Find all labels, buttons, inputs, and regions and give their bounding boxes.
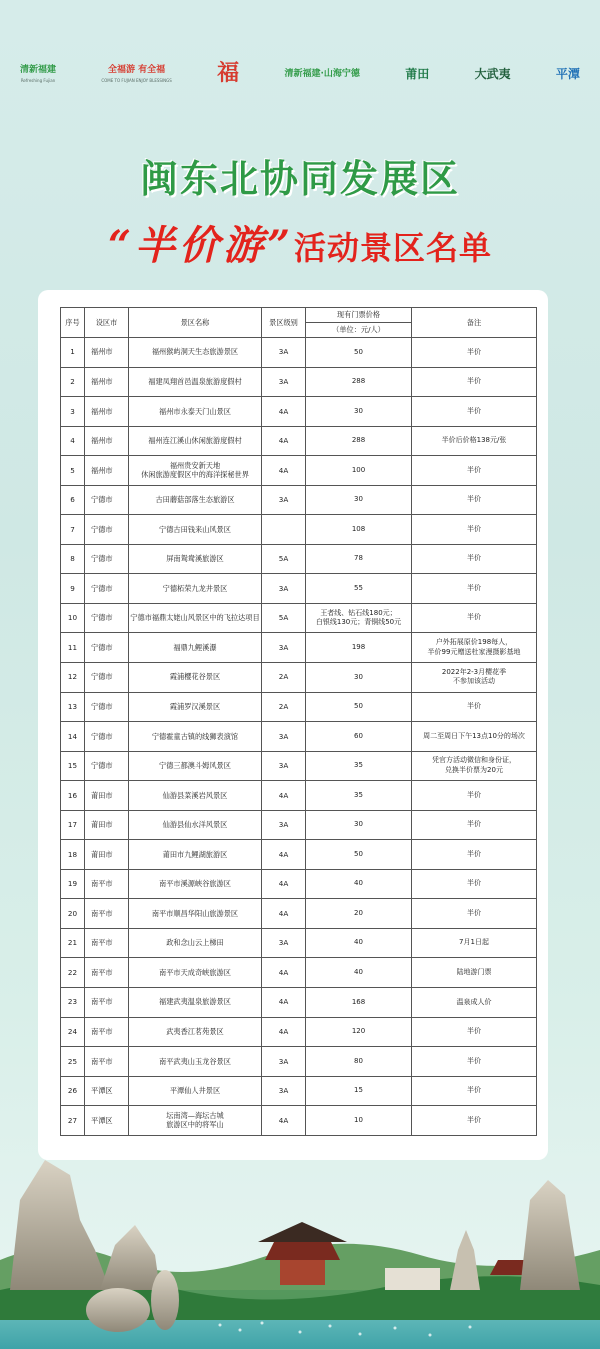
table-row [61,751,537,781]
cell-city: 南平市 [85,928,129,958]
table-row [61,810,537,840]
cell-city: 莆田市 [85,810,129,840]
cell-price: 35 [306,781,412,811]
cell-index: 8 [61,544,85,574]
cell-city: 平潭区 [85,1106,129,1136]
table-row [61,574,537,604]
cell-price: 78 [306,544,412,574]
cell-level: 3A [262,485,306,515]
cell-name: 南平市顺昌华阳山旅游景区 [129,899,262,929]
cell-index: 20 [61,899,85,929]
cell-level: 4A [262,456,306,486]
cell-name: 霞浦罗汉溪景区 [129,692,262,722]
cell-city: 宁德市 [85,603,129,633]
cell-level: 4A [262,869,306,899]
cell-price: 15 [306,1076,412,1106]
cell-city: 南平市 [85,1047,129,1077]
table-row [61,781,537,811]
table-row [61,633,537,663]
cell-note: 半价 [412,338,537,368]
logo-text: 大武夷 [474,66,511,81]
cell-price: 40 [306,928,412,958]
cell-city: 宁德市 [85,751,129,781]
cell-price: 60 [306,722,412,752]
cell-index: 14 [61,722,85,752]
cell-city: 宁德市 [85,515,129,545]
cell-city: 南平市 [85,869,129,899]
table-row [61,603,537,633]
cell-city: 南平市 [85,988,129,1018]
cell-price: 100 [306,456,412,486]
logo-subtitle: Refreshing Fujian [20,77,56,83]
cell-city: 福州市 [85,426,129,456]
cell-index: 6 [61,485,85,515]
header-level: 景区级别 [262,308,306,338]
cell-note: 半价后价格138元/张 [412,426,537,456]
cell-city: 宁德市 [85,633,129,663]
cell-name: 福州连江溪山休闲旅游度假村 [129,426,262,456]
cell-name: 莆田市九鲤湖旅游区 [129,840,262,870]
cell-price: 20 [306,899,412,929]
logo-bar [20,52,580,96]
cell-name: 仙游县菜溪岩风景区 [129,781,262,811]
cell-price: 80 [306,1047,412,1077]
cell-index: 17 [61,810,85,840]
cell-index: 3 [61,397,85,427]
scenic-list-table [60,307,537,1136]
cell-level: 3A [262,1076,306,1106]
cell-price: 50 [306,692,412,722]
cell-index: 19 [61,869,85,899]
cell-city: 福州市 [85,338,129,368]
cell-price: 30 [306,810,412,840]
cell-level: 4A [262,781,306,811]
cell-level: 4A [262,397,306,427]
cell-note: 半价 [412,781,537,811]
title-rest: 活动景区名单 [294,229,493,267]
header-index: 序号 [61,308,85,338]
cell-level: 5A [262,544,306,574]
cell-index: 16 [61,781,85,811]
logo-5 [405,52,429,96]
cell-name: 坛南湾—海坛古城 旅游区中的将军山 [129,1106,262,1136]
cell-note: 半价 [412,1076,537,1106]
cell-level: 3A [262,1047,306,1077]
cell-price: 168 [306,988,412,1018]
cell-level: 3A [262,574,306,604]
cell-level: 3A [262,338,306,368]
logo-6 [475,52,511,96]
cell-note: 温泉成人价 [412,988,537,1018]
cell-level: 4A [262,1106,306,1136]
cell-level: 3A [262,367,306,397]
table-row [61,544,537,574]
cell-name: 福州市永泰天门山景区 [129,397,262,427]
cell-index: 12 [61,663,85,693]
logo-subtitle: COME TO FUJIAN ENJOY BLESSINGS [101,77,172,83]
logo-text: 清新福建 [20,65,57,76]
header-price: 现有门票价格 [306,308,412,323]
cell-name: 宁德古田钱来山风景区 [129,515,262,545]
table-row [61,928,537,958]
cell-note: 半价 [412,544,537,574]
cell-name: 南平市天成奇峡旅游区 [129,958,262,988]
cell-note: 凭官方活动微信和身份证， 兑换半价票为20元 [412,751,537,781]
header-name: 景区名称 [129,308,262,338]
title-emphasis: “半价游” [107,222,294,269]
table-row [61,456,537,486]
table-row [61,692,537,722]
cell-note: 陆地游门票 [412,958,537,988]
table-row [61,722,537,752]
cell-note: 半价 [412,840,537,870]
cell-price: 120 [306,1017,412,1047]
cell-name: 福建武夷温泉旅游景区 [129,988,262,1018]
cell-price: 288 [306,367,412,397]
cell-index: 2 [61,367,85,397]
cell-note: 半价 [412,456,537,486]
cell-name: 南平武夷山玉龙谷景区 [129,1047,262,1077]
table-row [61,426,537,456]
cell-city: 宁德市 [85,692,129,722]
scenery-illustration [0,1140,600,1349]
table-row [61,367,537,397]
cell-note: 2022年2-3月樱花季 不参加该活动 [412,663,537,693]
cell-name: 南平市溪源峡谷旅游区 [129,869,262,899]
cell-level: 4A [262,840,306,870]
cell-price: 288 [306,426,412,456]
cell-name: 古田蘑菇部落生态旅游区 [129,485,262,515]
cell-level: 4A [262,988,306,1018]
cell-city: 宁德市 [85,663,129,693]
cell-name: 宁德柘荣九龙井景区 [129,574,262,604]
logo-4 [284,52,359,96]
cell-index: 9 [61,574,85,604]
cell-price: 10 [306,1106,412,1136]
cell-level: 5A [262,603,306,633]
cell-name: 仙游县仙水洋风景区 [129,810,262,840]
cell-price: 30 [306,397,412,427]
cell-note: 半价 [412,397,537,427]
cell-city: 平潭区 [85,1076,129,1106]
cell-city: 福州市 [85,397,129,427]
cell-index: 18 [61,840,85,870]
cell-name: 屏南鸳鸯溪旅游区 [129,544,262,574]
cell-city: 宁德市 [85,722,129,752]
cell-price: 30 [306,663,412,693]
table-row [61,840,537,870]
cell-index: 25 [61,1047,85,1077]
cell-index: 10 [61,603,85,633]
cell-price: 30 [306,485,412,515]
table-row [61,515,537,545]
table-row [61,397,537,427]
cell-name: 福建凤翔首邑温泉旅游度假村 [129,367,262,397]
cell-city: 福州市 [85,367,129,397]
title-line1: 闽东北协同发展区 [139,157,460,201]
cell-price: 50 [306,840,412,870]
cell-index: 26 [61,1076,85,1106]
cell-index: 1 [61,338,85,368]
table-row [61,485,537,515]
header-city: 设区市 [85,308,129,338]
table-row [61,988,537,1018]
cell-city: 福州市 [85,456,129,486]
cell-index: 22 [61,958,85,988]
cell-price: 40 [306,869,412,899]
cell-note: 7月1日起 [412,928,537,958]
logo-2 [101,52,171,96]
cell-name: 福州猴屿洞天生态旅游景区 [129,338,262,368]
cell-index: 27 [61,1106,85,1136]
cell-level: 4A [262,958,306,988]
cell-city: 宁德市 [85,544,129,574]
cell-note: 半价 [412,692,537,722]
cell-price: 40 [306,958,412,988]
cell-city: 南平市 [85,958,129,988]
cell-index: 24 [61,1017,85,1047]
cell-index: 13 [61,692,85,722]
cell-note: 半价 [412,485,537,515]
cell-name: 武夷香江茗苑景区 [129,1017,262,1047]
header-note: 备注 [412,308,537,338]
cell-price: 198 [306,633,412,663]
cell-note: 半价 [412,1047,537,1077]
header-price-unit: （单位：元/人） [306,323,412,338]
cell-note: 半价 [412,899,537,929]
cell-name: 霞浦樱花谷景区 [129,663,262,693]
logo-text: 福 [217,60,240,86]
cell-index: 15 [61,751,85,781]
cell-name: 宁德市福鼎太姥山风景区中的飞拉达项目 [129,603,262,633]
cell-note: 周二至周日下午13点10分的场次 [412,722,537,752]
cell-name: 宁德三都澳斗姆风景区 [129,751,262,781]
cell-city: 宁德市 [85,485,129,515]
cell-price: 108 [306,515,412,545]
cell-name: 福州贵安新天地 休闲旅游度假区中的海洋探秘世界 [129,456,262,486]
cell-price: 王者线、钻石线180元； 白银线130元；青铜线50元 [306,603,412,633]
cell-level: 4A [262,1017,306,1047]
logo-1 [20,52,56,96]
cell-level: 3A [262,928,306,958]
cell-level: 3A [262,633,306,663]
cell-price: 50 [306,338,412,368]
cell-note: 半价 [412,574,537,604]
table-row [61,899,537,929]
cell-note: 半价 [412,1106,537,1136]
cell-level: 3A [262,751,306,781]
cell-city: 莆田市 [85,781,129,811]
cell-level: 4A [262,426,306,456]
table-row [61,1106,537,1136]
cell-index: 5 [61,456,85,486]
table-row [61,869,537,899]
cell-city: 南平市 [85,1017,129,1047]
cell-level [262,515,306,545]
cell-name: 平潭仙人井景区 [129,1076,262,1106]
table-row [61,338,537,368]
cell-level: 3A [262,810,306,840]
cell-note: 半价 [412,869,537,899]
table-row [61,1017,537,1047]
title-line2 [0,214,600,271]
table-row [61,663,537,693]
cell-index: 4 [61,426,85,456]
cell-index: 11 [61,633,85,663]
cell-city: 莆田市 [85,840,129,870]
logo-7 [556,52,580,96]
logo-text: 清新福建·山海宁德 [284,68,360,79]
cell-name: 福鼎九鲤溪瀑 [129,633,262,663]
cell-note: 半价 [412,515,537,545]
logo-3 [217,52,239,96]
cell-city: 宁德市 [85,574,129,604]
cell-index: 21 [61,928,85,958]
cell-note: 半价 [412,810,537,840]
cell-index: 7 [61,515,85,545]
cell-index: 23 [61,988,85,1018]
cell-level: 2A [262,663,306,693]
logo-text: 莆田 [405,66,430,81]
cell-name: 政和念山云上梯田 [129,928,262,958]
cell-note: 户外拓展原价198每人， 半价99元赠送杜家漫摄影基地 [412,633,537,663]
cell-note: 半价 [412,1017,537,1047]
cell-level: 2A [262,692,306,722]
cell-note: 半价 [412,367,537,397]
cell-price: 35 [306,751,412,781]
cell-level: 4A [262,899,306,929]
cell-note: 半价 [412,603,537,633]
logo-text: 全福游 有全福 [107,65,166,76]
cell-level: 3A [262,722,306,752]
logo-text: 平潭 [555,66,580,81]
cell-name: 宁德霍童古镇的线狮表演馆 [129,722,262,752]
cell-price: 55 [306,574,412,604]
table-row [61,1076,537,1106]
table-row [61,1047,537,1077]
table-row [61,958,537,988]
cell-city: 南平市 [85,899,129,929]
